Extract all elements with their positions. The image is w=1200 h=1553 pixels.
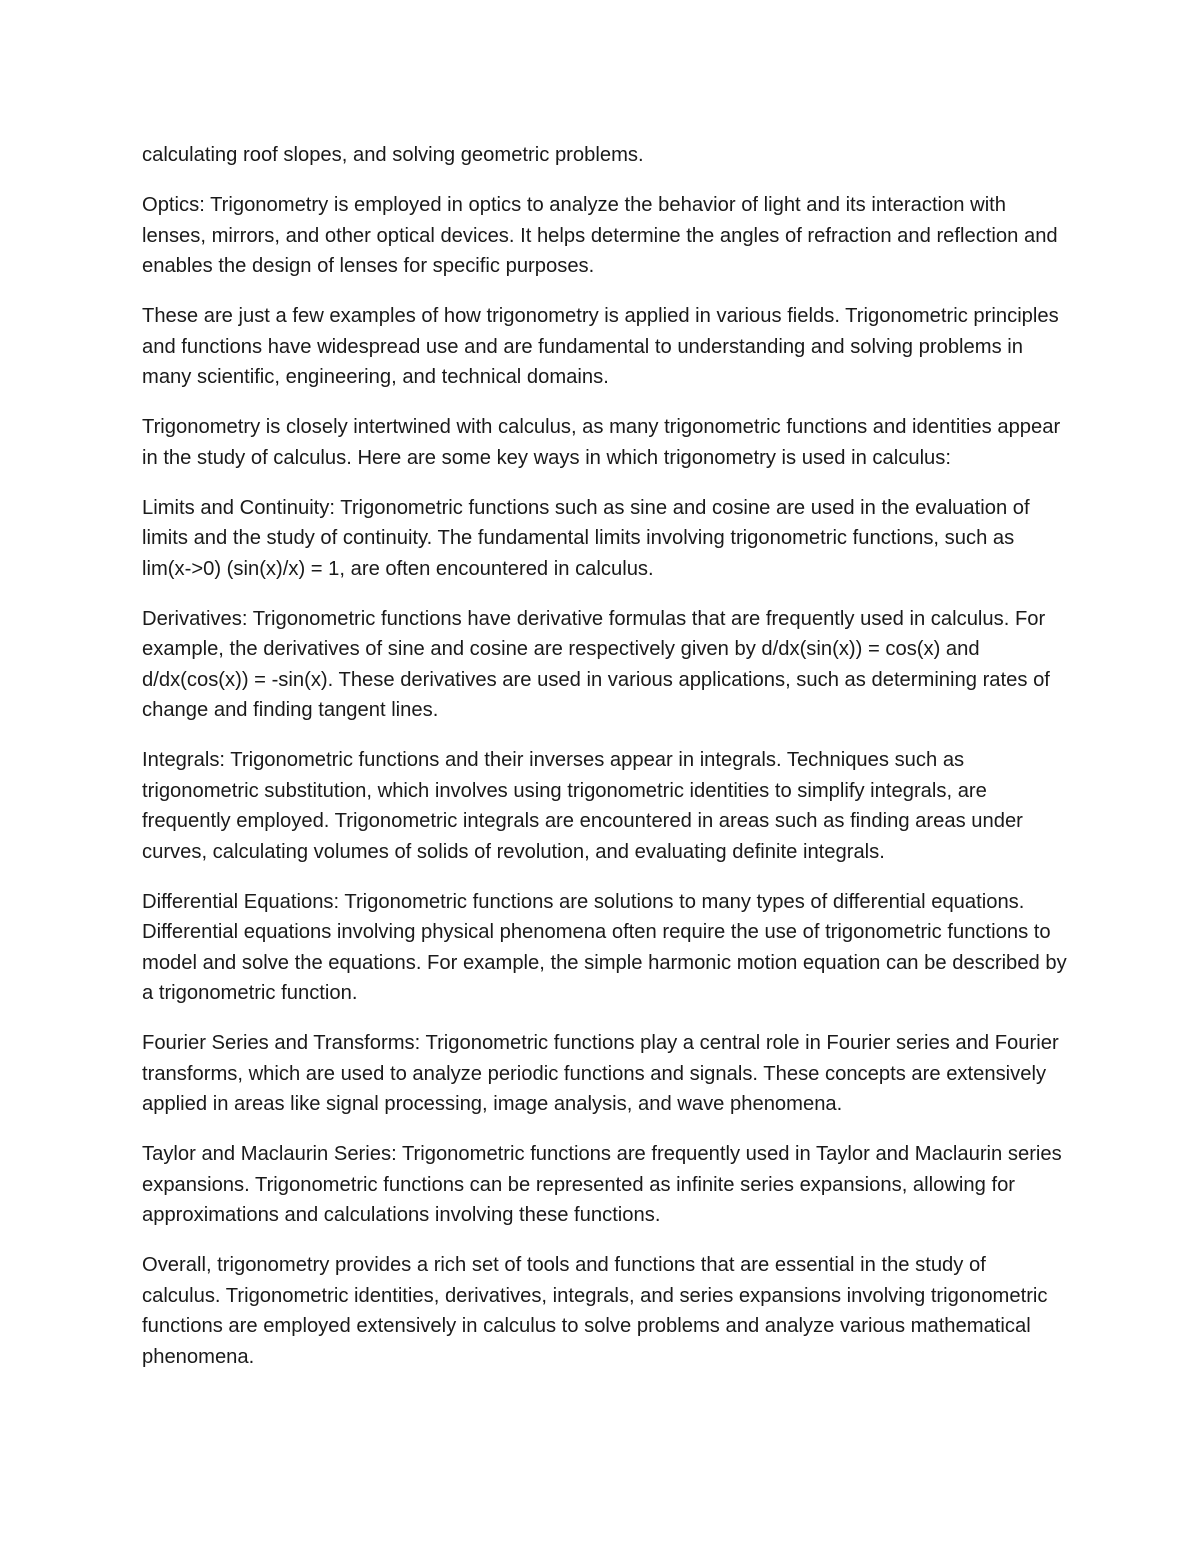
document-body [142, 140, 1067, 1392]
paragraph-limits-continuity: Limits and Continuity: Trigonometric functions such as sine and cosine are used in the evaluation of limits and the study of continuity. The fundamental limits involving trigonometric functions, such as lim(x->0) (sin(x)/x) = 1, are often encountered in calculus. [142, 496, 1030, 580]
paragraph-fourier: Fourier Series and Transforms: Trigonometric functions play a central role in Fourier series and Fourier transforms, which are used to analyze periodic functions and signals. These concepts are extensively applied in areas like signal processing, image analysis, and wave phenomena. [142, 1032, 1059, 1115]
paragraph-roof-slopes: calculating roof slopes, and solving geometric problems. [142, 144, 644, 166]
paragraph-taylor-maclaurin: Taylor and Maclaurin Series: Trigonometric functions are frequently used in Taylor and Maclaurin series expansions. Trigonometric functions can be represented as infinite series expansions, allowing for approximations and calculations involving these functions. [142, 1143, 1062, 1226]
paragraph-optics: Optics: Trigonometry is employed in optics to analyze the behavior of light and its interaction with lenses, mirrors, and other optical devices. It helps determine the angles of refraction and reflection and enables the design of lenses for specific purposes. [142, 194, 1058, 277]
paragraph-integrals: Integrals: Trigonometric functions and their inverses appear in integrals. Techniques such as trigonometric substitution, which involves using trigonometric identities to simplify integrals, are frequently employed. Trigonometric integrals are encountered in areas such as finding areas under curves, calculating volumes of solids of revolution, and evaluating definite integrals. [142, 749, 1023, 863]
paragraph-differential-equations: Differential Equations: Trigonometric functions are solutions to many types of differential equations. Differential equations involving physical phenomena often require the use of trigonometric functions to model and solve the equations. For example, the simple harmonic motion equation can be described by a trigonometric function. [142, 890, 1067, 1004]
paragraph-overall: Overall, trigonometry provides a rich set of tools and functions that are essential in the study of calculus. Trigonometric identities, derivatives, integrals, and series expansions involving trigonometric functions are employed extensively in calculus to solve problems and analyze various mathematical phenomena. [142, 1254, 1048, 1368]
paragraph-summary-fields: These are just a few examples of how trigonometry is applied in various fields. Trigonometric principles and functions have widespread use and are fundamental to understanding and solving problems in many scientific, engineering, and technical domains. [142, 305, 1059, 388]
paragraph-calculus-intro: Trigonometry is closely intertwined with calculus, as many trigonometric functions and identities appear in the study of calculus. Here are some key ways in which trigonometry is used in calculus: [142, 416, 1061, 469]
paragraph-derivatives: Derivatives: Trigonometric functions have derivative formulas that are frequently used in calculus. For example, the derivatives of sine and cosine are respectively given by d/dx(sin(x)) = cos(x) and d/dx(cos(x)) = -sin(x). These derivatives are used in various applications, such as determining rates of change and finding tangent lines. [142, 607, 1050, 721]
